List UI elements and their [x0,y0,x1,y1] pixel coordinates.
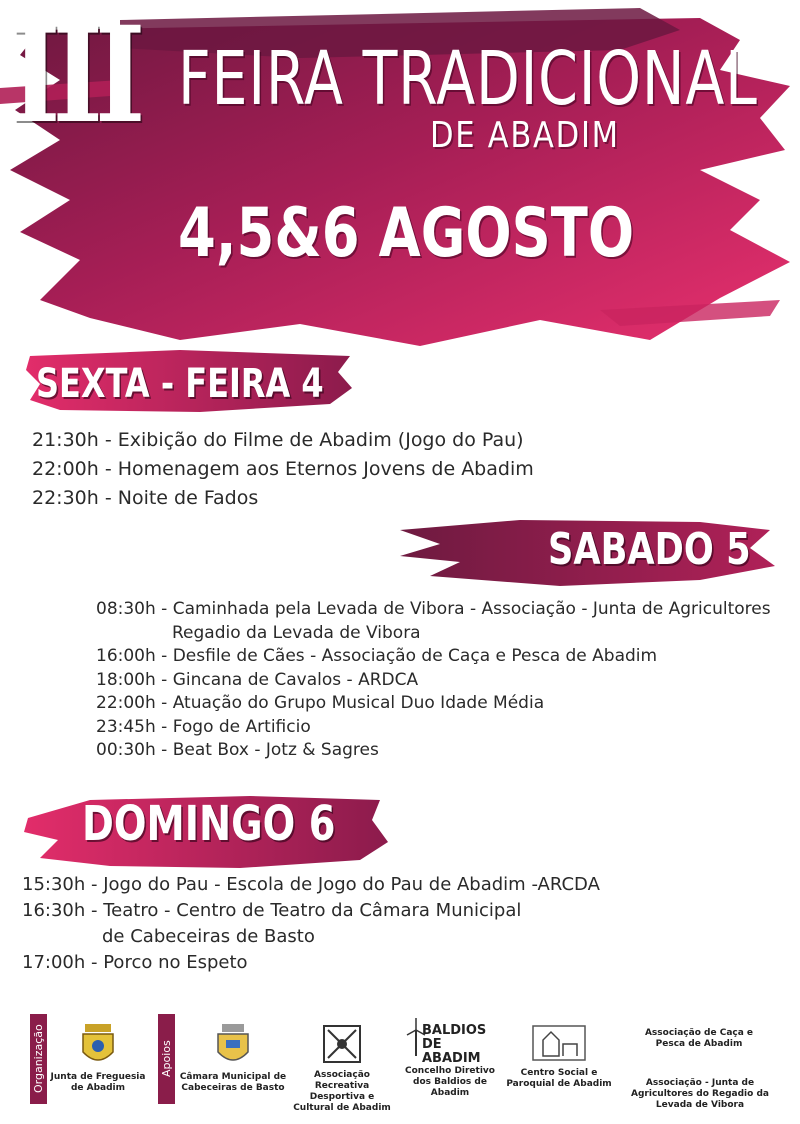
baldios-logo [400,1014,500,1099]
baldios-caption: Concelho Diretivo dos Baldios de Abadim [405,1066,495,1098]
schedule-item: 22:30h - Noite de Fados [32,487,259,509]
schedule-item-line: 08:30h - Caminhada pela Levada de Vibora - Associação - Junta de Agricultores [96,599,771,619]
schedule-item [22,898,600,950]
schedule-item: 22:00h - Homenagem aos Eternos Jovens de Abadim [32,458,534,480]
event-dates: 4,5&6 AGOSTO [178,194,635,273]
friday-schedule [32,426,534,513]
schedule-item-line: 16:30h - Teatro - Centro de Teatro da Câmara Municipal [22,900,522,921]
schedule-item: 15:30h - Jogo do Pau - Escola de Jogo do Pau de Abadim -ARCDA [22,874,600,895]
baldios-logo-text: BALDIOS DE ABADIM [422,1023,487,1066]
schedule-item: 00:30h - Beat Box - Jotz & Sagres [96,740,379,760]
schedule-item: 22:00h - Atuação do Grupo Musical Duo Idade Média [96,693,545,713]
organization-label: Organização [30,1014,47,1104]
sunday-schedule [22,872,600,976]
arcda-logo [292,1022,392,1114]
centro-social-logo [506,1022,612,1090]
saturday-schedule [96,598,771,763]
crossed-sticks-icon [320,1022,364,1066]
caca-caption: Associação de Caça e Pesca de Abadim [644,1028,754,1049]
schedule-item: 16:00h - Desfile de Cães - Associação de Caça e Pesca de Abadim [96,646,658,666]
friday-heading: SEXTA - FEIRA 4 [36,361,324,407]
page-subtitle: DE ABADIM [430,115,620,156]
junta-freguesia-logo [50,1022,146,1094]
schedule-item-continuation: de Cabeceiras de Basto [102,926,315,947]
centro-caption: Centro Social e Paroquial de Abadim [506,1068,612,1089]
coat-of-arms-icon [79,1022,117,1068]
page-title: FEIRA TRADICIONAL [178,36,758,122]
levada-caption: Associação - Junta de Agricultores do Regadio da Levada de Vibora [631,1078,769,1110]
sunday-heading: DOMINGO 6 [82,796,336,852]
arcda-caption: Associação Recreativa Desportiva e Cultural de Abadim [293,1070,391,1113]
saturday-heading: SABADO 5 [548,524,751,575]
coat-of-arms-icon [210,1022,256,1068]
camara-caption: Câmara Municipal de Cabeceiras de Basto [179,1072,287,1093]
edition-numeral: III [10,0,138,153]
junta-caption: Junta de Freguesia de Abadim [50,1072,146,1093]
schedule-item: 21:30h - Exibição do Filme de Abadim (Jogo do Pau) [32,429,524,451]
wind-turbine-icon [406,1016,426,1056]
schedule-item-continuation: Regadio da Levada de Vibora [172,622,421,643]
levada-logo [620,1078,780,1111]
schedule-item: 18:00h - Gincana de Cavalos - ARDCA [96,669,419,690]
camara-logo [178,1022,288,1094]
schedule-item: 17:00h - Porco no Espeto [22,952,248,973]
support-label: Apoios [158,1014,175,1104]
caca-pesca-logo [634,1028,764,1050]
church-sketch-icon [529,1022,589,1064]
schedule-item: 23:45h - Fogo de Artificio [96,716,311,737]
schedule-item [96,598,771,645]
